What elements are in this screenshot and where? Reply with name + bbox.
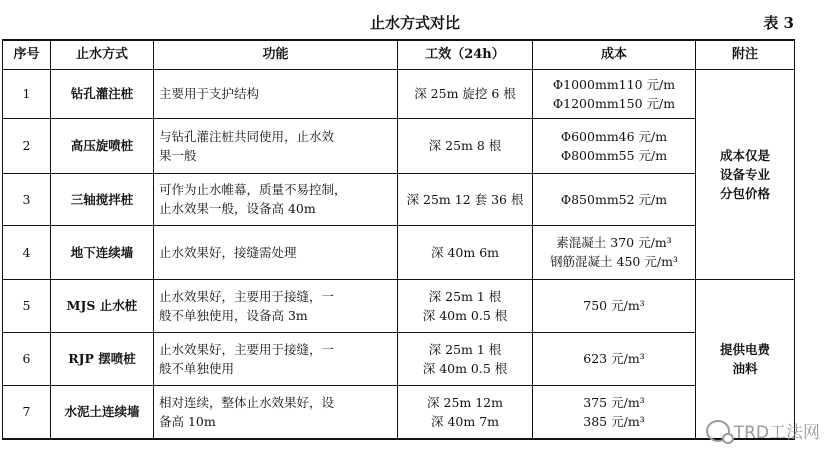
cell-no: 4: [3, 225, 51, 279]
cell-method: 三轴搅拌桩: [51, 173, 154, 225]
text-line: 素混凝土 370 元/m³: [556, 235, 672, 250]
cell-function: [154, 173, 398, 225]
text-line: 深 40m 7m: [430, 413, 499, 429]
text-line: 深 25m 8 根: [428, 138, 502, 153]
cell-cost: [533, 225, 696, 279]
cell-efficiency: [398, 385, 533, 439]
cell-function: [154, 118, 398, 173]
text-line: 主要用于支护结构: [159, 86, 260, 101]
cell-note-group-2: [696, 279, 795, 439]
text-line: 油料: [732, 360, 758, 376]
text-line: 385 元/m³: [583, 413, 645, 429]
wechat-icon: [706, 420, 730, 442]
cell-function: [154, 332, 398, 385]
text-line: 成本仅是: [719, 147, 770, 163]
text-line: 相对连续，整体止水效果好，设: [159, 394, 335, 410]
header-cell: 止水方式: [51, 40, 154, 69]
cell-cost: [533, 332, 696, 385]
header-cell: 附注: [696, 40, 795, 69]
cell-efficiency: [398, 225, 533, 279]
header-cell: 成本: [533, 40, 696, 69]
text-line: 止水效果好，主要用于接缝，一: [159, 288, 335, 304]
text-line: 可作为止水帷幕，质量不易控制，: [159, 182, 347, 197]
cell-function: [154, 385, 398, 439]
text-line: 深 40m 0.5 根: [422, 360, 508, 376]
cell-efficiency: [398, 69, 533, 118]
text-line: 般不单独使用: [159, 360, 235, 376]
cell-method: 水泥土连续墙: [51, 385, 154, 439]
text-line: 深 25m 12 套 36 根: [406, 191, 524, 207]
text-line: 提供电费: [719, 341, 770, 357]
text-line: 深 40m 6m: [430, 244, 499, 260]
cell-efficiency: [398, 118, 533, 173]
cell-method: RJP 摆喷桩: [51, 332, 154, 385]
text-line: Φ800mm55 元/m: [560, 147, 668, 163]
cell-cost: [533, 118, 696, 173]
table-row: [3, 332, 795, 385]
cell-method: 钻孔灌注桩: [51, 69, 154, 118]
text-line: 375 元/m³: [583, 394, 645, 410]
table-row: [3, 385, 795, 439]
cell-no: 5: [3, 279, 51, 332]
cell-cost: [533, 173, 696, 225]
cell-no: 6: [3, 332, 51, 385]
header-cell: 序号: [3, 40, 51, 69]
comparison-table: [2, 39, 795, 440]
text-line: 与钻孔灌注桩共同使用，止水效: [159, 128, 335, 144]
header-cell: 功能: [154, 40, 398, 69]
text-line: 般不单独使用，设备高 3m: [159, 307, 308, 323]
text-line: Φ850mm52 元/m: [560, 191, 668, 207]
watermark-text: TRD工法网: [733, 423, 820, 443]
cell-method: 高压旋喷桩: [51, 118, 154, 173]
text-line: 备高 10m: [159, 413, 216, 429]
cell-efficiency: [398, 173, 533, 225]
text-line: 止水效果好，主要用于接缝，一: [159, 341, 335, 357]
watermark: [706, 418, 820, 443]
cell-method: 地下连续墙: [51, 225, 154, 279]
cell-no: 2: [3, 118, 51, 173]
cell-function: [154, 225, 398, 279]
cell-function: [154, 279, 398, 332]
table-number: 表 3: [763, 14, 794, 32]
cell-efficiency: [398, 332, 533, 385]
text-line: 设备专业: [719, 166, 770, 182]
cell-method: MJS 止水桩: [51, 279, 154, 332]
text-line: 果一般: [159, 147, 197, 163]
header-row: [3, 40, 795, 69]
cell-cost: [533, 385, 696, 439]
table-row: [3, 69, 795, 118]
table-row: [3, 173, 795, 225]
cell-note-group-1: [696, 69, 795, 279]
table-title: 止水方式对比: [369, 14, 460, 32]
cell-function: [154, 69, 398, 118]
cell-cost: [533, 279, 696, 332]
text-line: 深 25m 旋挖 6 根: [414, 86, 516, 101]
table-row: [3, 279, 795, 332]
text-line: 深 25m 1 根: [428, 288, 502, 304]
cell-efficiency: [398, 279, 533, 332]
cell-no: 1: [3, 69, 51, 118]
text-line: 750 元/m³: [583, 298, 645, 313]
table-row: [3, 225, 795, 279]
text-line: 钢筋混凝土 450 元/m³: [550, 254, 678, 269]
text-line: 止水效果好，接缝需处理: [159, 244, 297, 260]
header-cell: 工效（24h）: [398, 40, 533, 69]
text-line: 止水效果一般，设备高 40m: [159, 201, 316, 216]
text-line: 深 40m 0.5 根: [422, 307, 508, 323]
text-line: Φ1000mm110 元/m: [552, 76, 676, 92]
cell-cost: [533, 69, 696, 118]
text-line: Φ1200mm150 元/m: [552, 95, 676, 111]
cell-no: 7: [3, 385, 51, 439]
cell-no: 3: [3, 173, 51, 225]
text-line: 深 25m 1 根: [428, 341, 502, 357]
text-line: Φ600mm46 元/m: [560, 128, 668, 144]
text-line: 深 25m 12m: [427, 394, 503, 410]
text-line: 分包价格: [719, 185, 770, 201]
text-line: 623 元/m³: [583, 351, 645, 366]
table-row: [3, 118, 795, 173]
